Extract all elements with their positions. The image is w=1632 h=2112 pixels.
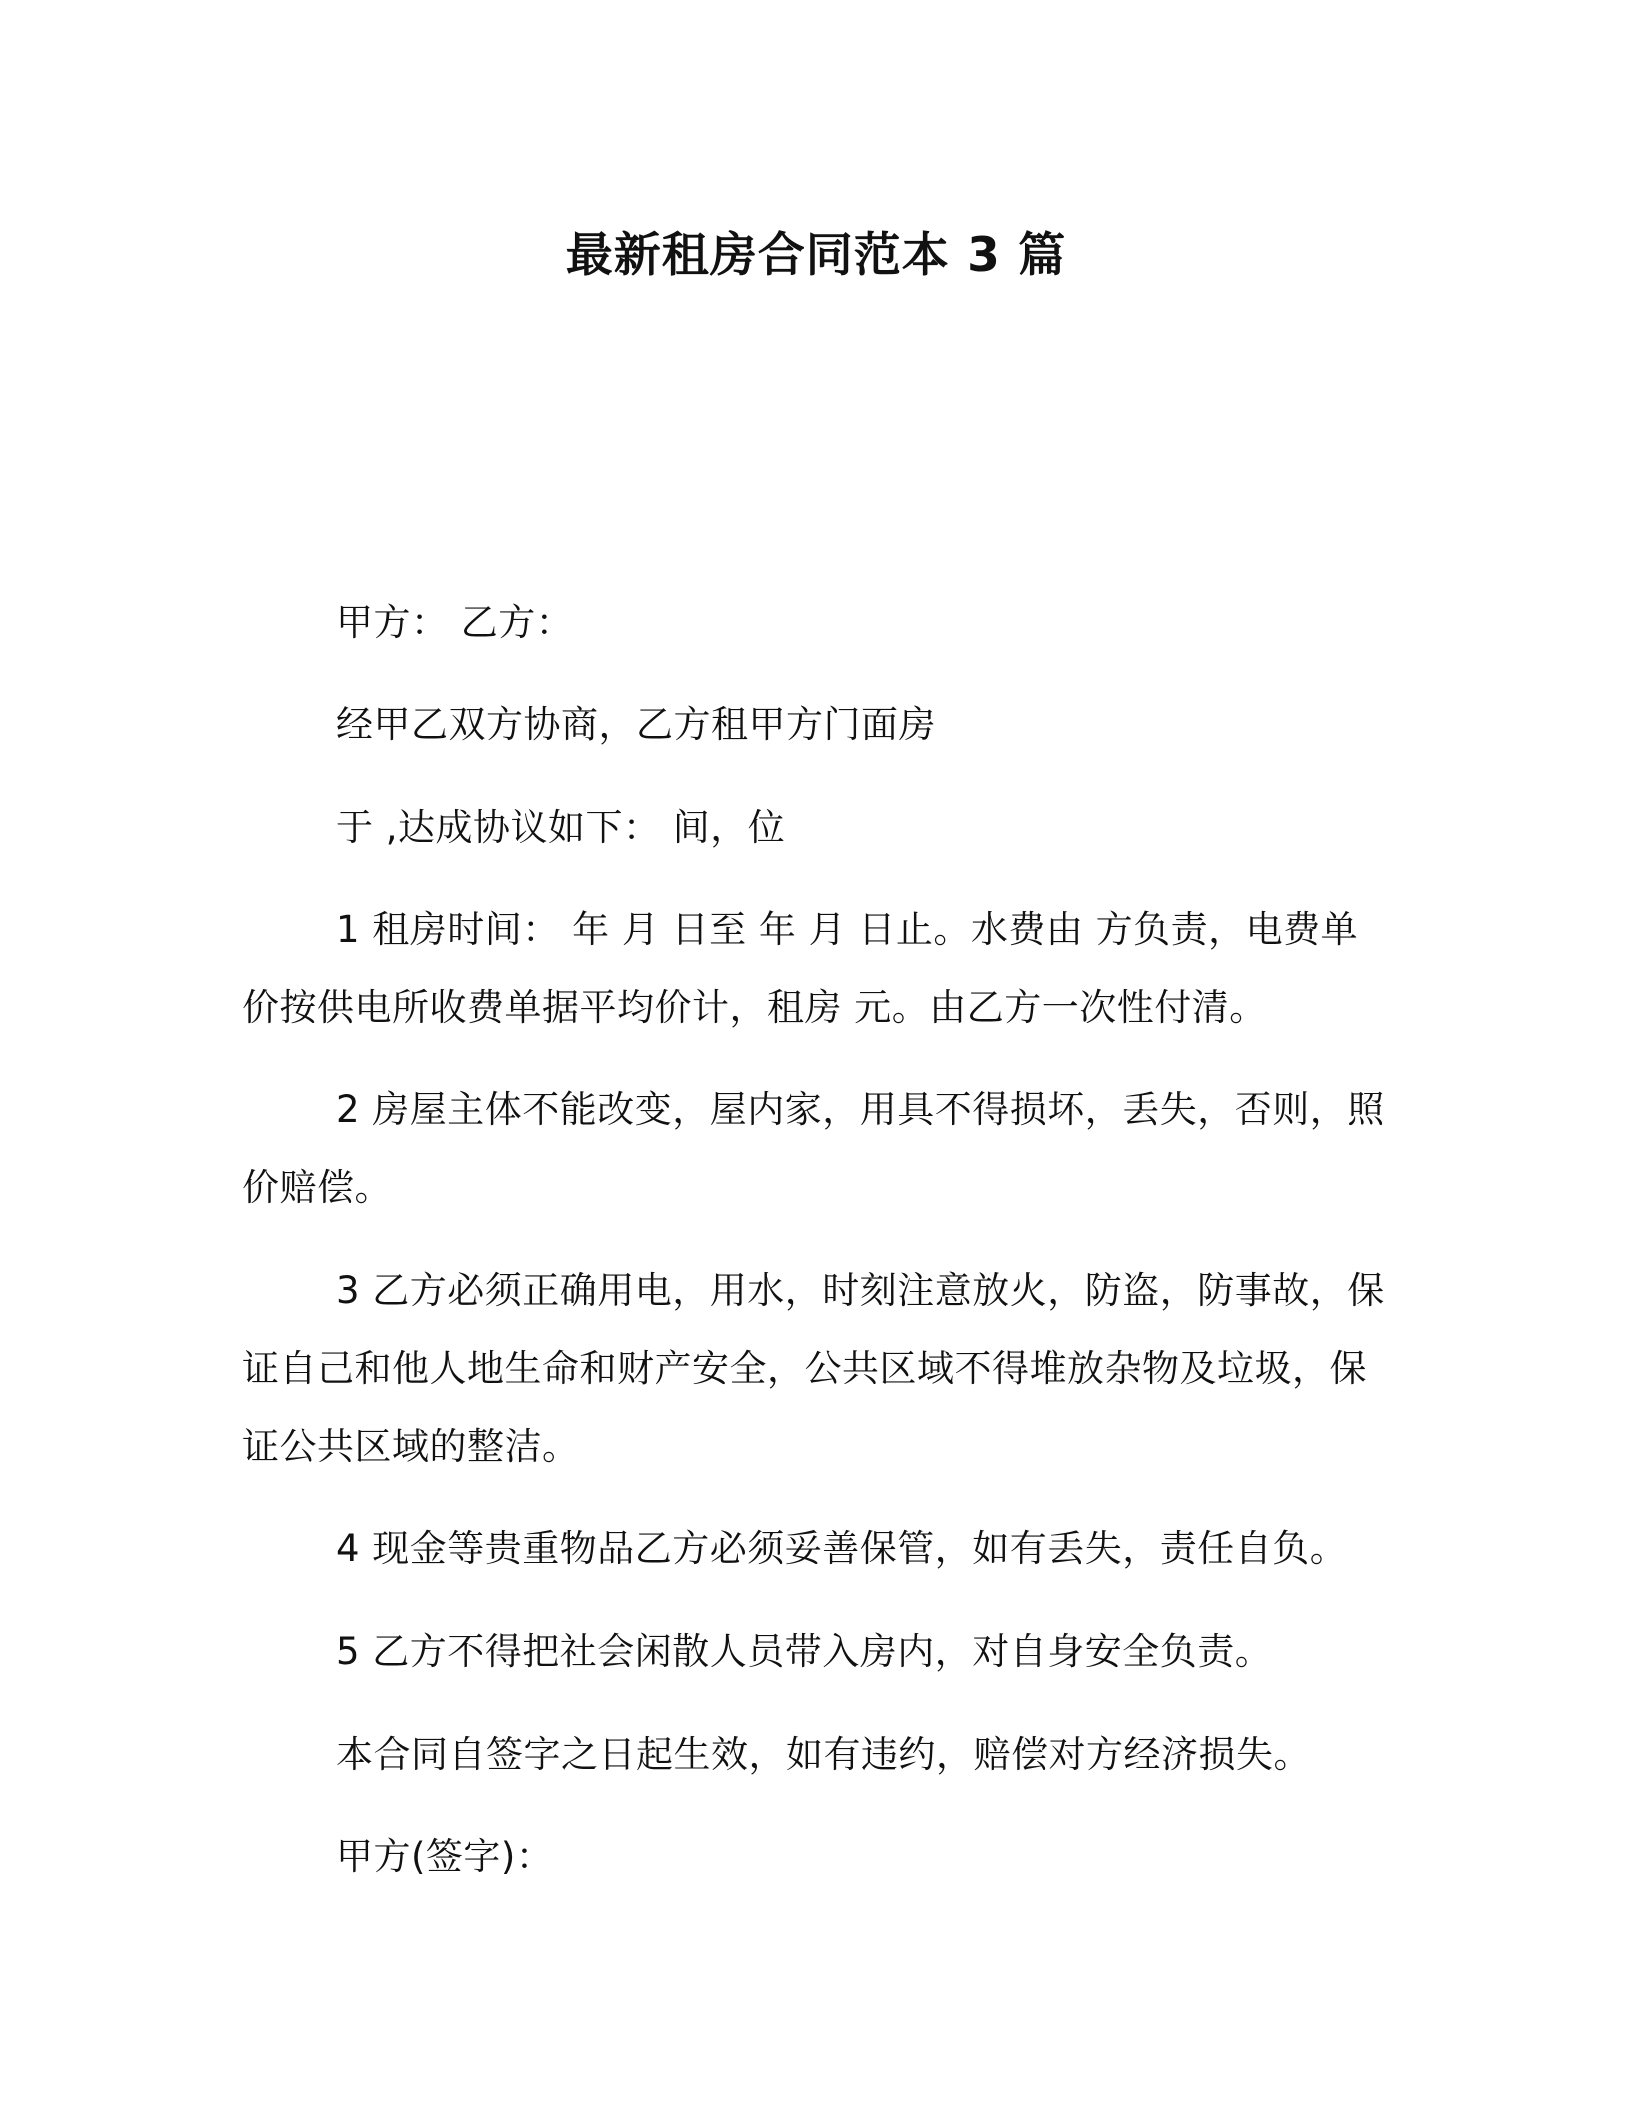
clause-3-safety: 3 乙方必须正确用电，用水，时刻注意放火，防盗，防事故，保证自己和他人地生命和财产安全，公共区域不得堆放杂物及垃圾，保证公共区域的整洁。 xyxy=(242,1269,1385,1468)
clause-2-property: 2 房屋主体不能改变，屋内家，用具不得损坏，丢失，否则，照价赔偿。 xyxy=(242,1088,1385,1209)
document-title: 最新租房合同范本 3 篇 xyxy=(565,228,1067,283)
party-a-signature-line: 甲方(签字)： xyxy=(336,1835,554,1878)
clause-1-rental-period: 1 租房时间： 年 月 日至 年 月 日止。水费由 方负责，电费单价按供电所收费单据平均价计，租房 元。由乙方一次性付清。 xyxy=(242,908,1359,1029)
agreement-paragraph: 于 ,达成协议如下： 间，位 xyxy=(336,806,786,849)
clause-4-valuables: 4 现金等贵重物品乙方必须妥善保管，如有丢失，责任自负。 xyxy=(336,1527,1348,1570)
parties-line: 甲方： 乙方： xyxy=(336,601,574,644)
clause-5-visitors: 5 乙方不得把社会闲散人员带入房内，对自身安全负责。 xyxy=(336,1630,1273,1673)
effective-clause: 本合同自签字之日起生效，如有违约，赔偿对方经济损失。 xyxy=(336,1733,1311,1776)
intro-paragraph: 经甲乙双方协商，乙方租甲方门面房 xyxy=(336,703,936,746)
